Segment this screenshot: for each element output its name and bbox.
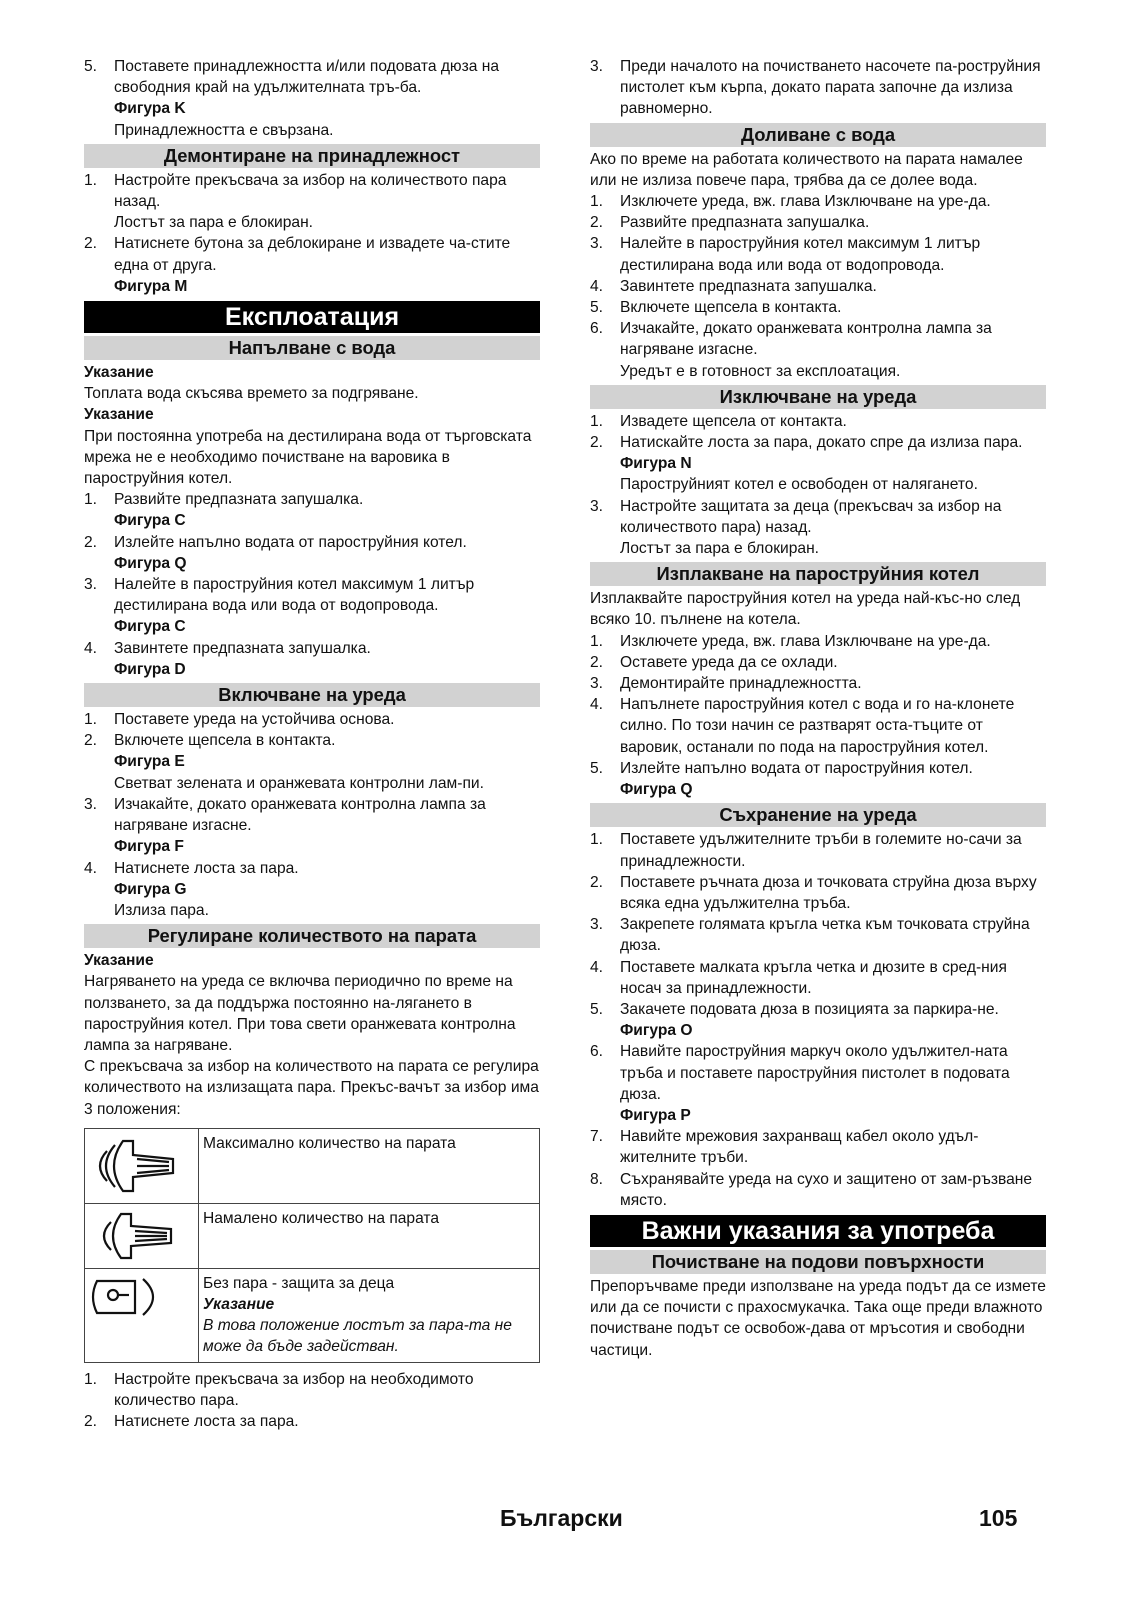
figure-ref: Фигура Q: [620, 781, 693, 799]
list-item: 4. Натиснете лоста за пара.: [84, 859, 299, 877]
list-item: 1. Развийте предпазната запушалка.: [84, 491, 364, 509]
list-item: 1. Изключете уреда, вж. глава Изключване на уре-да.: [590, 193, 991, 211]
hint-label: Указание: [84, 364, 154, 382]
list-item: 8. Съхранявайте уреда на сухо и защитено от зам-ръзване място.: [590, 1170, 1033, 1209]
hint-text: В това положение лостът за пара-та не може да бъде задействан.: [203, 1317, 512, 1356]
list-item: 5. Поставете принадлежността и/или подовата дюза на свободния край на удължителната тръ-ба.: [84, 58, 500, 97]
setting-label: Намалено количество на парата: [199, 1203, 540, 1268]
result-note: Излиза пара.: [114, 901, 209, 919]
hint-text: При постоянна употреба на дестилирана вода от търговската мрежа не е необходимо почистване на варовика в пароструйния котел.: [84, 427, 532, 488]
page-number: 105: [979, 1505, 1018, 1531]
figure-ref: Фигура D: [114, 660, 186, 678]
hint-label: Указание: [84, 406, 154, 424]
list-item: 2. Натиснете лоста за пара.: [84, 1412, 299, 1430]
figure-ref: Фигура C: [114, 512, 186, 530]
figure-ref: Фигура F: [114, 838, 184, 856]
paragraph: Изплаквайте пароструйния котел на уреда най-къс-но след всяко 10. пълнене на котела.: [590, 590, 1021, 629]
list-item: 1. Изключете уреда, вж. глава Изключване на уре-да.: [590, 632, 991, 650]
result-note: Принадлежността е свързана.: [114, 121, 334, 139]
paragraph: Препоръчваме преди използване на уреда подът да се измете или да се почисти с прахосмукачка. Така още преди влажното почистване подът се освобож-дава от мръсотия и свободни частици.: [590, 1277, 1046, 1359]
list-item: 5. Излейте напълно водата от пароструйния котел.: [590, 759, 973, 777]
right-column: [590, 56, 1046, 1361]
chapter-heading-tips: Важни указания за употреба: [590, 1215, 1046, 1247]
steam-selector-table: [84, 1128, 540, 1363]
result-note: Лостът за пара е блокиран.: [620, 540, 820, 558]
list-item: 2. Натиснете бутона за деблокиране и извадете ча-стите една от друга.: [84, 235, 511, 274]
figure-ref: Фигура K: [114, 100, 186, 118]
figure-ref: Фигура E: [114, 753, 185, 771]
list-item: 3. Закрепете голямата кръгла четка към точковата струйна дюза.: [590, 916, 1030, 955]
section-heading-floor: Почистване на подови повърхности: [590, 1250, 1046, 1274]
list-item: 4. Поставете малката кръгла четка и дюзите в сред-ния носач за принадлежности.: [590, 958, 1007, 997]
list-item: 6. Изчакайте, докато оранжевата контролна лампа за нагряване изгасне.: [590, 320, 992, 359]
result-note: Уредът е в готовност за експлоатация.: [620, 362, 901, 380]
figure-ref: Фигура O: [620, 1022, 693, 1040]
section-heading-regulate: Регулиране количеството на парата: [84, 924, 540, 948]
section-heading-switch-on: Включване на уреда: [84, 683, 540, 707]
list-item: 6. Навийте пароструйния маркуч около удължител-ната тръба и поставете пароструйния пистолет в подовата дюза.: [590, 1043, 1010, 1103]
list-item: 1. Настройте прекъсвача за избор на необходимото количество пара.: [84, 1370, 474, 1409]
list-item: 3. Демонтирайте принадлежността.: [590, 675, 862, 693]
list-item: 1. Поставете удължителните тръби в големите но-сачи за принадлежности.: [590, 831, 1022, 870]
list-item: 3. Изчакайте, докато оранжевата контролна лампа за нагряване изгасне.: [84, 795, 486, 835]
list-item: 2. Излейте напълно водата от пароструйния котел.: [84, 533, 467, 551]
table-row: [85, 1268, 540, 1362]
list-item: 2. Развийте предпазната запушалка.: [590, 214, 870, 232]
figure-ref: Фигура P: [620, 1106, 691, 1124]
list-item: 4. Завинтете предпазната запушалка.: [590, 277, 877, 295]
list-item: 3. Налейте в пароструйния котел максимум 1 литър дестилирана вода или вода от водопровода.: [590, 235, 981, 274]
figure-ref: Фигура N: [620, 455, 692, 473]
table-row: [85, 1128, 540, 1203]
list-item: 3. Налейте в пароструйния котел максимум 1 литър дестилирана вода или вода от водопровода.: [84, 576, 475, 615]
list-item: 3. Настройте защитата за деца (прекъсвач за избор на количеството пара) назад.: [590, 497, 1002, 536]
figure-ref: Фигура Q: [114, 554, 187, 572]
setting-label: Без пара - защита за деца: [203, 1274, 395, 1292]
steam-max-icon: [85, 1128, 199, 1203]
setting-label-cell: [199, 1268, 540, 1362]
list-item: 2. Включете щепсела в контакта.: [84, 732, 336, 750]
section-heading-fill: Напълване с вода: [84, 336, 540, 360]
list-item: 5. Включете щепсела в контакта.: [590, 299, 842, 317]
section-heading-switch-off: Изключване на уреда: [590, 385, 1046, 409]
figure-ref: Фигура G: [114, 880, 187, 898]
section-heading-demount: Демонтиране на принадлежност: [84, 144, 540, 168]
left-column: [84, 56, 540, 1432]
table-row: [85, 1203, 540, 1268]
list-item: 2. Оставете уреда да се охлади.: [590, 653, 838, 671]
hint-text: Топлата вода скъсява времето за подгряване.: [84, 385, 419, 403]
list-item: 3. Преди началото на почистването насочете па-роструйния пистолет към кърпа, докато парата започне да излиза равномерно.: [590, 58, 1041, 118]
steam-reduced-icon: [85, 1203, 199, 1268]
section-heading-rinse: Изплакване на пароструйния котел: [590, 562, 1046, 586]
result-note: Лостът за пара е блокиран.: [114, 214, 314, 232]
section-heading-refill: Доливане с вода: [590, 123, 1046, 147]
hint-text: Нагряването на уреда се включва периодично по време на ползването, за да поддържа постоянно на-лягането в пароструйния котел. При това свети оранжевата контролна лампа за нагряване.: [84, 973, 516, 1054]
paragraph: С прекъсвача за избор на количеството на парата се регулира количеството на излизащата пара. Прекъс-вачът за избор има 3 положения:: [84, 1058, 539, 1118]
list-item: 5. Закачете подовата дюза в позицията за паркира-не.: [590, 1000, 999, 1018]
result-note: Пароструйният котел е освободен от налягането.: [620, 476, 978, 494]
list-item: 7. Навийте мрежовия захранващ кабел около удъл-жителните тръби.: [590, 1128, 979, 1167]
list-item: 1. Поставете уреда на устойчива основа.: [84, 711, 395, 729]
list-item: 1. Настройте прекъсвача за избор на количеството пара назад.: [84, 171, 507, 211]
list-item: 4. Напълнете пароструйния котел с вода и го на-клонете силно. По този начин се разтварят оста-тъците от варовик, останали по пода на пароструйния котел.: [590, 696, 1015, 756]
list-item: 2. Поставете ръчната дюза и точковата струйна дюза върху всяка една удължителна тръба.: [590, 873, 1037, 912]
hint-label: Указание: [84, 952, 154, 970]
footer-language: Български: [500, 1505, 623, 1531]
result-note: Светват зелената и оранжевата контролни лам-пи.: [114, 774, 484, 792]
list-item: 1. Извадете щепсела от контакта.: [590, 412, 847, 430]
child-lock-icon: [85, 1268, 199, 1362]
chapter-heading-operation: Експлоатация: [84, 301, 540, 333]
figure-ref: Фигура M: [114, 277, 188, 295]
paragraph: Ако по време на работата количеството на парата намалее или не излиза повече пара, трябва да се долее вода.: [590, 150, 1023, 189]
list-item: 2. Натискайте лоста за пара, докато спре да излиза пара.: [590, 434, 1023, 452]
hint-label: Указание: [203, 1295, 275, 1313]
figure-ref: Фигура C: [114, 618, 186, 636]
setting-label: Максимално количество на парата: [199, 1128, 540, 1203]
list-item: 4. Завинтете предпазната запушалка.: [84, 639, 371, 657]
section-heading-storage: Съхранение на уреда: [590, 803, 1046, 827]
